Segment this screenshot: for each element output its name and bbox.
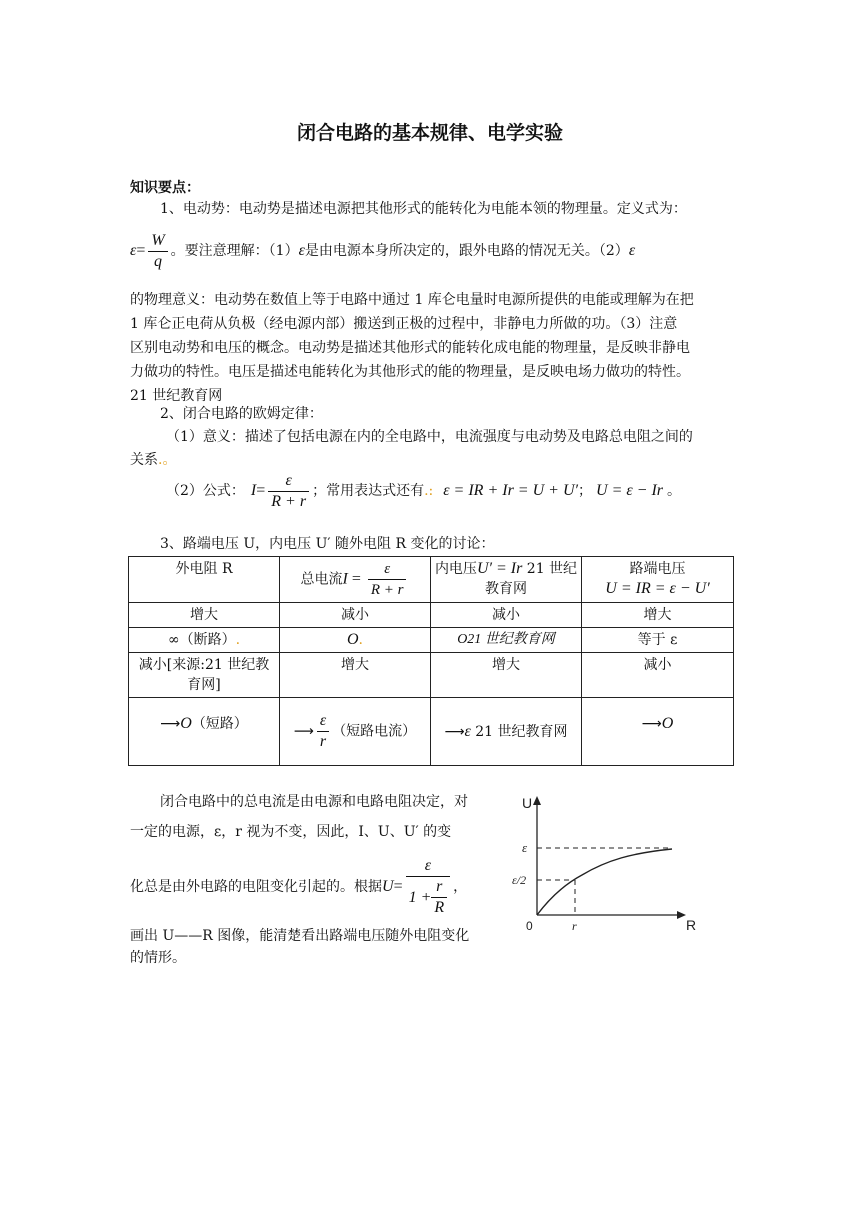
fraction-numerator: ε	[317, 711, 329, 732]
table-row	[129, 628, 734, 653]
formula-prefix: （2）公式：	[166, 483, 245, 499]
graph-formula-line	[130, 852, 467, 922]
text-span: 关系	[130, 452, 158, 468]
header-text: 外电阻 R	[175, 561, 233, 577]
text-span: ，	[453, 879, 468, 895]
arrow-icon: ⟶	[641, 715, 662, 732]
current-symbol: I	[250, 482, 257, 499]
end-mark: 。	[667, 483, 682, 499]
graph-explanation-line: 闭合电路中的总电流是由电源和电路电阻决定，对	[160, 794, 468, 810]
table-cell: 减小	[280, 603, 431, 628]
voltage-symbol: U	[382, 878, 394, 895]
table-header-cell	[431, 557, 582, 603]
graph-explanation-line: 一定的电源，ε，r 视为不变，因此，I、U、U′ 的变	[130, 824, 452, 840]
text-span: 化总是由外电路的电阻变化引起的。根据	[130, 879, 382, 895]
cell-text: ∞（断路）	[167, 632, 236, 648]
x-axis-arrow-icon	[677, 911, 686, 919]
arrow-icon: ⟶	[444, 723, 465, 740]
equals-sign: =	[256, 482, 266, 499]
cell-text: O	[346, 631, 359, 648]
fraction-numerator: r	[431, 877, 447, 898]
table-cell: O21 世纪教育网	[431, 628, 582, 653]
fraction-denominator	[406, 877, 451, 918]
page-title: 闭合电路的基本规律、电学实验	[296, 122, 563, 144]
table-row	[129, 603, 734, 628]
expression-2: U = ε − Ir	[596, 482, 664, 499]
emf-definition-line: 1、电动势：电动势是描述电源把其他形式的能转化为电能本领的物理量。定义式为：	[160, 201, 687, 217]
emf-formula-line	[130, 226, 635, 276]
denominator-one: 1 +	[408, 888, 432, 906]
fraction-denominator: R	[434, 899, 445, 916]
terminal-voltage-fraction	[406, 856, 451, 918]
table-cell	[129, 698, 280, 766]
terminal-voltage-heading: 3、路端电压 U，内电压 U′ 随外电阻 R 变化的讨论：	[160, 536, 495, 552]
section-heading: 知识要点：	[130, 180, 200, 196]
equals-sign: =	[393, 878, 403, 895]
header-fraction	[368, 559, 407, 600]
epsilon-symbol: ε	[130, 242, 137, 259]
table-header-cell	[582, 557, 734, 603]
table-cell	[280, 698, 431, 766]
ohm-law-meaning: （1）意义：描述了包括电源在内的全电路中，电流强度与电动势及电路总电阻之间的	[166, 429, 693, 445]
fraction-numerator: W	[148, 231, 167, 252]
cell-note: 21 世纪教育网	[470, 723, 568, 740]
table-cell: 减小	[431, 603, 582, 628]
r-tick-label: r	[572, 919, 577, 933]
epsilon-tick-label: ε	[522, 840, 528, 855]
text-line: 21 世纪教育网	[130, 388, 223, 404]
cell-value: ε	[464, 722, 471, 740]
terminal-voltage-formula: U = IR = ε − U′	[605, 580, 710, 597]
epsilon-symbol: ε	[298, 242, 305, 259]
fraction-denominator: R + r	[271, 492, 307, 510]
marker-dot: .。	[158, 452, 177, 468]
fraction-denominator: R + r	[370, 582, 404, 598]
table-cell: 减小	[582, 653, 734, 698]
table-cell: 等于 ε	[582, 628, 734, 653]
half-epsilon-tick-label: ε/2	[512, 873, 527, 887]
table-header-cell	[129, 557, 280, 603]
equals-sign: =	[136, 242, 146, 259]
table-cell: 增大	[280, 653, 431, 698]
voltage-curve	[537, 849, 672, 915]
fraction-denominator: q	[154, 252, 162, 270]
marker-dot: .	[235, 632, 241, 648]
fraction-denominator: r	[319, 733, 327, 750]
fraction-numerator: ε	[268, 471, 309, 492]
table-header-row	[129, 557, 734, 603]
table-cell: 增大	[431, 653, 582, 698]
cell-value: O	[180, 714, 192, 732]
emf-fraction	[148, 231, 167, 272]
table-cell	[280, 628, 431, 653]
table-cell: 增大	[582, 603, 734, 628]
fraction-numerator: ε	[406, 856, 451, 877]
table-header-cell: 总电流I = $\frac{\varepsilon}{R + r}$	[280, 557, 431, 603]
header-text: 内电压	[434, 561, 477, 577]
origin-label: 0	[526, 919, 533, 933]
y-axis-label: U	[522, 795, 533, 811]
table-cell: 减小[来源:21 世纪教育网]	[129, 653, 280, 698]
table-cell	[582, 698, 734, 766]
arrow-icon: ⟶	[293, 723, 314, 740]
table-row	[129, 698, 734, 766]
separator: ；	[578, 483, 593, 499]
inner-voltage-formula: U′ = Ir	[476, 560, 523, 577]
emf-note-b: 是由电源本身所决定的，跟外电路的情况无关。（2）	[304, 243, 629, 259]
text-line: 的物理意义：电动势在数值上等于电路中通过 1 库仑电量时电源所提供的电能或理解为在把	[130, 292, 694, 308]
table-cell: 增大	[129, 603, 280, 628]
arrow-icon: ⟶	[160, 715, 181, 732]
cell-note: （短路）	[191, 715, 248, 732]
marker-dot: .	[358, 632, 363, 648]
ohm-law-formula-line	[166, 466, 681, 516]
emf-note-a: 。要注意理解：（1）	[170, 243, 299, 259]
cell-note: （短路电流）	[332, 723, 417, 740]
ohm-law-heading: 2、闭合电路的欧姆定律：	[160, 406, 323, 422]
u-r-graph	[512, 790, 712, 940]
ohm-fraction	[268, 471, 309, 512]
short-circuit-fraction	[317, 711, 329, 752]
text-line: 力做功的特性。电压是描述电能转化为其他形式的能的物理量，是反映电场力做功的特性。	[130, 364, 690, 380]
formula-mid: ；常用表达式还有	[312, 483, 425, 499]
current-symbol: I	[342, 570, 348, 588]
marker-dot: .:	[424, 483, 434, 499]
expression-1: ε = IR + Ir = U + U′	[443, 482, 579, 499]
header-text: 21 世纪教育网	[485, 561, 578, 597]
epsilon-symbol: ε	[628, 242, 636, 259]
graph-explanation-line: 画出 U——R 图像，能清楚看出路端电压随外电阻变化	[130, 928, 470, 944]
table-cell	[129, 628, 280, 653]
resistance-table	[128, 556, 734, 766]
table-cell	[431, 698, 582, 766]
y-axis-arrow-icon	[533, 796, 541, 805]
graph-explanation-line: 的情形。	[130, 950, 186, 966]
fraction-numerator: ε	[368, 559, 407, 580]
table-row	[129, 653, 734, 698]
inner-fraction	[431, 877, 447, 918]
header-text: 路端电压	[629, 561, 686, 577]
text-line: 1 库仑正电荷从负极（经电源内部）搬送到正极的过程中，非静电力所做的功。（3）注意	[130, 316, 678, 332]
x-axis-label: R	[686, 917, 697, 933]
emf-explanation	[130, 288, 740, 408]
text-line: 区别电动势和电压的概念。电动势是描述其他形式的能转化成电能的物理量，是反映非静电	[130, 340, 690, 356]
header-text: 总电流	[300, 571, 343, 588]
cell-value: O	[661, 714, 674, 732]
